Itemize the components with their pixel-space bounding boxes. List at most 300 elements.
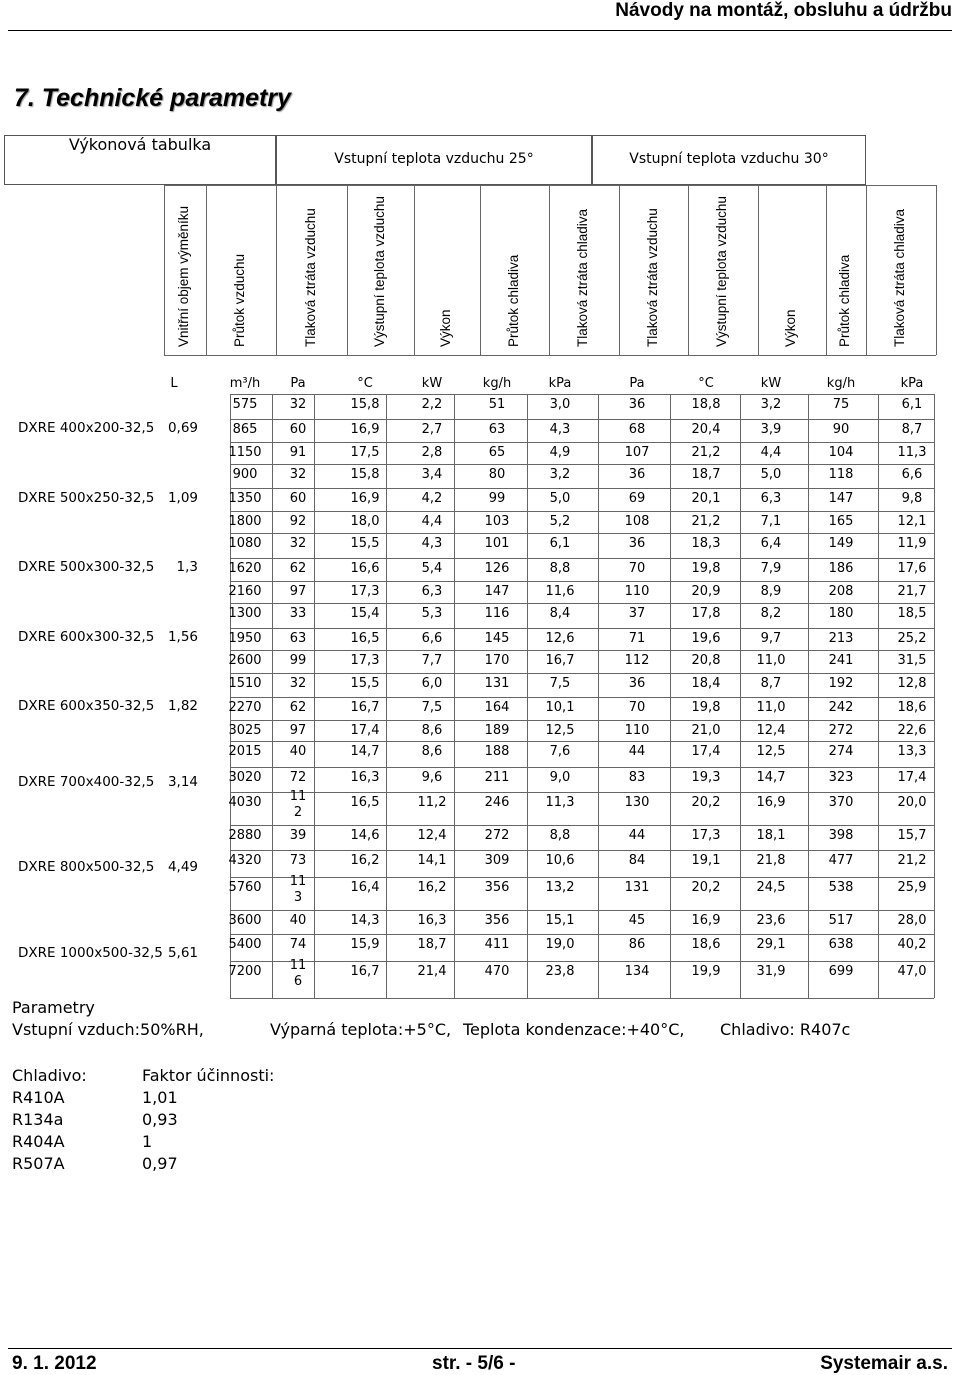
model-name: DXRE 700x400-32,5: [18, 774, 155, 790]
grid-divider: [670, 910, 671, 998]
table-cell: 3,2: [549, 467, 571, 482]
header-divider: [936, 185, 937, 355]
table-cell: 17,3: [691, 828, 721, 843]
table-cell: 15,7: [897, 828, 927, 843]
header-divider: [688, 185, 689, 355]
table-cell: 170: [484, 653, 510, 668]
grid-divider: [670, 464, 671, 533]
header-divider: [826, 185, 827, 355]
table-cell: 16,5: [350, 631, 380, 646]
header-rule: [164, 355, 936, 356]
table-cell: 20,8: [691, 653, 721, 668]
unit-label: kW: [760, 376, 782, 391]
table-cell: 19,3: [691, 770, 721, 785]
table-cell: 11,9: [897, 536, 927, 551]
factor-value: 1,01: [142, 1088, 178, 1107]
table-cell: 1510: [228, 676, 262, 691]
grid-divider: [670, 603, 671, 673]
grid-divider: [878, 741, 879, 825]
table-cell: 14,3: [350, 913, 380, 928]
table-cell: 11 3: [289, 874, 307, 905]
table-cell: 16,7: [350, 964, 380, 979]
grid-divider: [878, 673, 879, 741]
table-cell: 4,3: [549, 422, 571, 437]
table-cell: 16,3: [417, 913, 447, 928]
table-cell: 19,6: [691, 631, 721, 646]
model-name: DXRE 500x300-32,5: [18, 559, 155, 575]
table-cell: 699: [828, 964, 854, 979]
table-cell: 3025: [228, 723, 262, 738]
table-cell: 12,4: [756, 723, 786, 738]
table-cell: 1350: [228, 491, 262, 506]
column-header: Výstupní teplota vzduchu: [714, 196, 729, 347]
table-cell: 25,2: [897, 631, 927, 646]
table-cell: 189: [484, 723, 510, 738]
factor-value: 0,93: [142, 1110, 178, 1129]
table-cell: 91: [289, 445, 307, 460]
table-cell: 12,1: [897, 514, 927, 529]
unit-label: L: [170, 376, 178, 391]
table-cell: 7,6: [549, 744, 571, 759]
table-cell: 5,2: [549, 514, 571, 529]
table-caption: Výkonová tabulka: [68, 135, 212, 154]
unit-label: °C: [357, 376, 373, 391]
table-cell: 63: [488, 422, 506, 437]
table-cell: 36: [628, 397, 646, 412]
unit-label: kg/h: [482, 376, 512, 391]
table-cell: 70: [628, 561, 646, 576]
table-cell: 8,7: [760, 676, 782, 691]
table-cell: 39: [289, 828, 307, 843]
table-cell: 15,5: [350, 676, 380, 691]
table-cell: 3020: [228, 770, 262, 785]
table-cell: 16,4: [350, 880, 380, 895]
table-cell: 90: [832, 422, 850, 437]
factor-refrigerant: R507A: [12, 1154, 65, 1173]
table-cell: 21,2: [897, 853, 927, 868]
table-cell: 192: [828, 676, 854, 691]
table-cell: 14,7: [350, 744, 380, 759]
table-cell: 14,7: [756, 770, 786, 785]
table-cell: 20,0: [897, 795, 927, 810]
table-cell: 17,4: [691, 744, 721, 759]
table-cell: 5,0: [549, 491, 571, 506]
table-cell: 2,2: [421, 397, 443, 412]
table-cell: 110: [624, 584, 650, 599]
table-cell: 2600: [228, 653, 262, 668]
table-cell: 51: [488, 397, 506, 412]
table-cell: 17,5: [350, 445, 380, 460]
table-cell: 2,7: [421, 422, 443, 437]
table-cell: 7,5: [421, 700, 443, 715]
header-rule: [164, 185, 936, 186]
group30-label: Vstupní teplota vzduchu 30°: [629, 151, 829, 167]
table-cell: 9,8: [901, 491, 923, 506]
table-cell: 97: [289, 723, 307, 738]
group-rule: [230, 998, 934, 999]
table-cell: 16,9: [350, 422, 380, 437]
table-cell: 6,1: [901, 397, 923, 412]
table-cell: 99: [488, 491, 506, 506]
table-cell: 75: [832, 397, 850, 412]
table-cell: 10,6: [545, 853, 575, 868]
table-cell: 101: [484, 536, 510, 551]
table-cell: 8,4: [549, 606, 571, 621]
table-cell: 164: [484, 700, 510, 715]
table-cell: 15,5: [350, 536, 380, 551]
grid-divider: [670, 394, 671, 464]
table-cell: 8,8: [549, 561, 571, 576]
table-cell: 6,3: [760, 491, 782, 506]
table-cell: 3,4: [421, 467, 443, 482]
table-cell: 18,1: [756, 828, 786, 843]
table-cell: 5,0: [760, 467, 782, 482]
unit-label: kg/h: [826, 376, 856, 391]
column-header: Tlaková ztráta vzduchu: [644, 208, 660, 347]
table-cell: 18,6: [691, 937, 721, 952]
table-cell: 356: [484, 880, 510, 895]
table-cell: 11,0: [756, 700, 786, 715]
table-cell: 25,9: [897, 880, 927, 895]
table-cell: 62: [289, 561, 307, 576]
row-rule: [230, 697, 934, 698]
header-divider: [619, 185, 620, 355]
header-divider: [164, 185, 165, 355]
table-cell: 17,6: [897, 561, 927, 576]
factor-refrigerant: R404A: [12, 1132, 65, 1151]
unit-label: kPa: [548, 376, 572, 391]
footer-page: str. - 5/6 -: [432, 1353, 516, 1374]
table-cell: 180: [828, 606, 854, 621]
table-cell: 272: [828, 723, 854, 738]
grid-divider: [598, 741, 599, 825]
table-cell: 16,2: [350, 853, 380, 868]
table-cell: 18,0: [350, 514, 380, 529]
table-cell: 4,4: [421, 514, 443, 529]
table-cell: 638: [828, 937, 854, 952]
table-cell: 2160: [228, 584, 262, 599]
row-rule: [230, 511, 934, 512]
grid-divider: [878, 464, 879, 533]
table-cell: 15,8: [350, 467, 380, 482]
table-cell: 7,1: [760, 514, 782, 529]
table-cell: 13,3: [897, 744, 927, 759]
table-cell: 1150: [228, 445, 262, 460]
table-cell: 147: [484, 584, 510, 599]
table-cell: 12,5: [545, 723, 575, 738]
table-cell: 44: [628, 828, 646, 843]
table-cell: 18,7: [417, 937, 447, 952]
factor-refrigerant: R134a: [12, 1110, 64, 1129]
table-cell: 1620: [228, 561, 262, 576]
table-cell: 11,3: [897, 445, 927, 460]
table-cell: 145: [484, 631, 510, 646]
row-rule: [230, 934, 934, 935]
table-cell: 110: [624, 723, 650, 738]
table-cell: 130: [624, 795, 650, 810]
row-rule: [230, 961, 934, 962]
table-cell: 15,8: [350, 397, 380, 412]
table-cell: 40,2: [897, 937, 927, 952]
table-cell: 118: [828, 467, 854, 482]
table-cell: 17,3: [350, 584, 380, 599]
row-rule: [230, 850, 934, 851]
table-cell: 63: [289, 631, 307, 646]
unit-label: kW: [421, 376, 443, 391]
group-rule: [230, 673, 934, 674]
unit-label: Pa: [290, 376, 306, 391]
table-cell: 517: [828, 913, 854, 928]
table-cell: 19,8: [691, 700, 721, 715]
unit-label: kPa: [900, 376, 924, 391]
table-cell: 149: [828, 536, 854, 551]
group-rule: [230, 741, 934, 742]
table-cell: 1300: [228, 606, 262, 621]
table-cell: 60: [289, 491, 307, 506]
table-cell: 8,8: [549, 828, 571, 843]
table-cell: 6,3: [421, 584, 443, 599]
table-cell: 97: [289, 584, 307, 599]
table-cell: 12,4: [417, 828, 447, 843]
table-cell: 575: [232, 397, 258, 412]
table-cell: 538: [828, 880, 854, 895]
group-rule: [230, 464, 934, 465]
table-cell: 411: [484, 937, 510, 952]
table-cell: 2880: [228, 828, 262, 843]
factor-value: 0,97: [142, 1154, 178, 1173]
table-cell: 69: [628, 491, 646, 506]
table-cell: 20,1: [691, 491, 721, 506]
footer-date: 9. 1. 2012: [12, 1353, 97, 1374]
table-cell: 477: [828, 853, 854, 868]
row-rule: [230, 767, 934, 768]
header-divider: [276, 185, 277, 355]
table-cell: 12,5: [756, 744, 786, 759]
table-cell: 4,2: [421, 491, 443, 506]
table-cell: 86: [628, 937, 646, 952]
table-cell: 6,6: [421, 631, 443, 646]
table-cell: 7200: [228, 964, 262, 979]
table-cell: 28,0: [897, 913, 927, 928]
table-cell: 4,4: [760, 445, 782, 460]
param-evaporating: Výparná teplota:+5°C,: [270, 1020, 452, 1039]
table-cell: 5,4: [421, 561, 443, 576]
table-cell: 16,9: [691, 913, 721, 928]
table-cell: 16,9: [350, 491, 380, 506]
column-header: Výkon: [438, 309, 453, 347]
table-cell: 32: [289, 467, 307, 482]
table-cell: 70: [628, 700, 646, 715]
table-cell: 44: [628, 744, 646, 759]
param-refrigerant: Chladivo: R407c: [720, 1020, 851, 1039]
model-name: DXRE 500x250-32,5: [18, 489, 155, 506]
model-name: DXRE 600x300-32,5: [18, 629, 155, 645]
model-name: DXRE 400x200-32,5: [18, 420, 155, 436]
grid-divider: [670, 533, 671, 603]
table-cell: 188: [484, 744, 510, 759]
row-rule: [230, 792, 934, 793]
table-cell: 4,3: [421, 536, 443, 551]
table-cell: 16,9: [756, 795, 786, 810]
model-volume: 1,3: [176, 559, 198, 575]
row-rule: [230, 877, 934, 878]
group-rule: [230, 394, 934, 395]
table-cell: 6,6: [901, 467, 923, 482]
table-cell: 36: [628, 467, 646, 482]
table-cell: 20,2: [691, 880, 721, 895]
grid-divider: [670, 825, 671, 910]
table-cell: 7,5: [549, 676, 571, 691]
group-rule: [230, 603, 934, 604]
table-cell: 16,3: [350, 770, 380, 785]
table-cell: 107: [624, 445, 650, 460]
model-volume: 1,09: [167, 489, 198, 506]
unit-label: °C: [698, 376, 714, 391]
column-header: Tlaková ztráta vzduchu: [302, 208, 318, 347]
table-cell: 5,3: [421, 606, 443, 621]
header-divider: [347, 185, 348, 355]
table-cell: 31,9: [756, 964, 786, 979]
table-cell: 323: [828, 770, 854, 785]
table-cell: 108: [624, 514, 650, 529]
table-cell: 73: [289, 853, 307, 868]
grid-divider: [670, 741, 671, 825]
table-cell: 3,9: [760, 422, 782, 437]
header-divider: [206, 185, 207, 355]
table-cell: 16,7: [545, 653, 575, 668]
table-cell: 241: [828, 653, 854, 668]
table-cell: 274: [828, 744, 854, 759]
table-cell: 84: [628, 853, 646, 868]
table-cell: 246: [484, 795, 510, 810]
table-cell: 13,2: [545, 880, 575, 895]
column-header: Vnitřní objem výměníku: [176, 205, 191, 347]
table-cell: 134: [624, 964, 650, 979]
table-cell: 21,7: [897, 584, 927, 599]
factor-value: 1: [142, 1132, 153, 1151]
group-rule: [230, 533, 934, 534]
table-cell: 211: [484, 770, 510, 785]
table-cell: 15,9: [350, 937, 380, 952]
model-volume: 4,49: [167, 858, 198, 875]
document-header: Návody na montáž, obsluhu a údržbu: [615, 0, 952, 21]
table-cell: 24,5: [756, 880, 786, 895]
table-cell: 116: [484, 606, 510, 621]
table-cell: 21,8: [756, 853, 786, 868]
table-cell: 11,2: [417, 795, 447, 810]
row-rule: [230, 720, 934, 721]
table-cell: 14,6: [350, 828, 380, 843]
column-header: Tlaková ztráta chladiva: [892, 208, 907, 347]
model-volume: 0,69: [167, 420, 198, 436]
table-cell: 60: [289, 422, 307, 437]
group25-label: Vstupní teplota vzduchu 25°: [334, 151, 534, 167]
model-name: DXRE 1000x500-32,5: [18, 945, 163, 961]
grid-divider: [878, 603, 879, 673]
row-rule: [230, 488, 934, 489]
table-cell: 31,5: [897, 653, 927, 668]
table-cell: 7,9: [760, 561, 782, 576]
model-volume: 1,56: [167, 629, 198, 645]
column-header: Výkon: [783, 309, 798, 347]
table-cell: 309: [484, 853, 510, 868]
table-cell: 4320: [228, 853, 262, 868]
table-cell: 21,4: [417, 964, 447, 979]
parameters-heading: Parametry: [12, 998, 95, 1017]
table-cell: 20,9: [691, 584, 721, 599]
grid-divider: [598, 825, 599, 910]
section-title: 7. Technické parametry: [14, 84, 291, 112]
unit-label: Pa: [629, 376, 645, 391]
table-cell: 72: [289, 770, 307, 785]
table-cell: 11 2: [289, 789, 307, 820]
table-cell: 4,9: [549, 445, 571, 460]
unit-label: m³/h: [229, 376, 261, 391]
table-cell: 5760: [228, 880, 262, 895]
table-cell: 32: [289, 676, 307, 691]
table-cell: 6,0: [421, 676, 443, 691]
table-cell: 7,7: [421, 653, 443, 668]
table-cell: 3,0: [549, 397, 571, 412]
table-cell: 8,7: [901, 422, 923, 437]
table-cell: 131: [484, 676, 510, 691]
table-cell: 10,1: [545, 700, 575, 715]
table-cell: 92: [289, 514, 307, 529]
header-divider: [866, 185, 867, 355]
table-cell: 17,8: [691, 606, 721, 621]
grid-divider: [598, 464, 599, 533]
column-header: Výstupní teplota vzduchu: [371, 196, 387, 347]
table-cell: 126: [484, 561, 510, 576]
table-cell: 17,3: [350, 653, 380, 668]
table-cell: 131: [624, 880, 650, 895]
table-cell: 9,7: [760, 631, 782, 646]
table-cell: 9,0: [549, 770, 571, 785]
table-cell: 16,5: [350, 795, 380, 810]
param-input-air: Vstupní vzduch:50%RH,: [12, 1020, 204, 1039]
table-cell: 8,9: [760, 584, 782, 599]
table-cell: 18,6: [897, 700, 927, 715]
table-cell: 33: [289, 606, 307, 621]
table-cell: 3600: [228, 913, 262, 928]
grid-divider: [598, 533, 599, 603]
table-cell: 8,6: [421, 744, 443, 759]
table-cell: 19,8: [691, 561, 721, 576]
table-cell: 242: [828, 700, 854, 715]
grid-divider: [878, 910, 879, 998]
table-cell: 68: [628, 422, 646, 437]
row-rule: [230, 628, 934, 629]
factor-col1-heading: Chladivo:: [12, 1066, 87, 1085]
table-cell: 22,6: [897, 723, 927, 738]
table-cell: 470: [484, 964, 510, 979]
table-cell: 9,6: [421, 770, 443, 785]
table-cell: 208: [828, 584, 854, 599]
table-cell: 80: [488, 467, 506, 482]
table-cell: 32: [289, 536, 307, 551]
table-cell: 272: [484, 828, 510, 843]
header-divider: [414, 185, 415, 355]
table-cell: 19,0: [545, 937, 575, 952]
grid-divider: [670, 673, 671, 741]
table-cell: 900: [232, 467, 258, 482]
table-cell: 45: [628, 913, 646, 928]
model-volume: 3,14: [167, 774, 198, 790]
column-header: Tlaková ztráta chladiva: [575, 208, 590, 347]
header-divider: [480, 185, 481, 355]
grid-divider: [598, 394, 599, 464]
footer-company: Systemair a.s.: [820, 1353, 948, 1374]
